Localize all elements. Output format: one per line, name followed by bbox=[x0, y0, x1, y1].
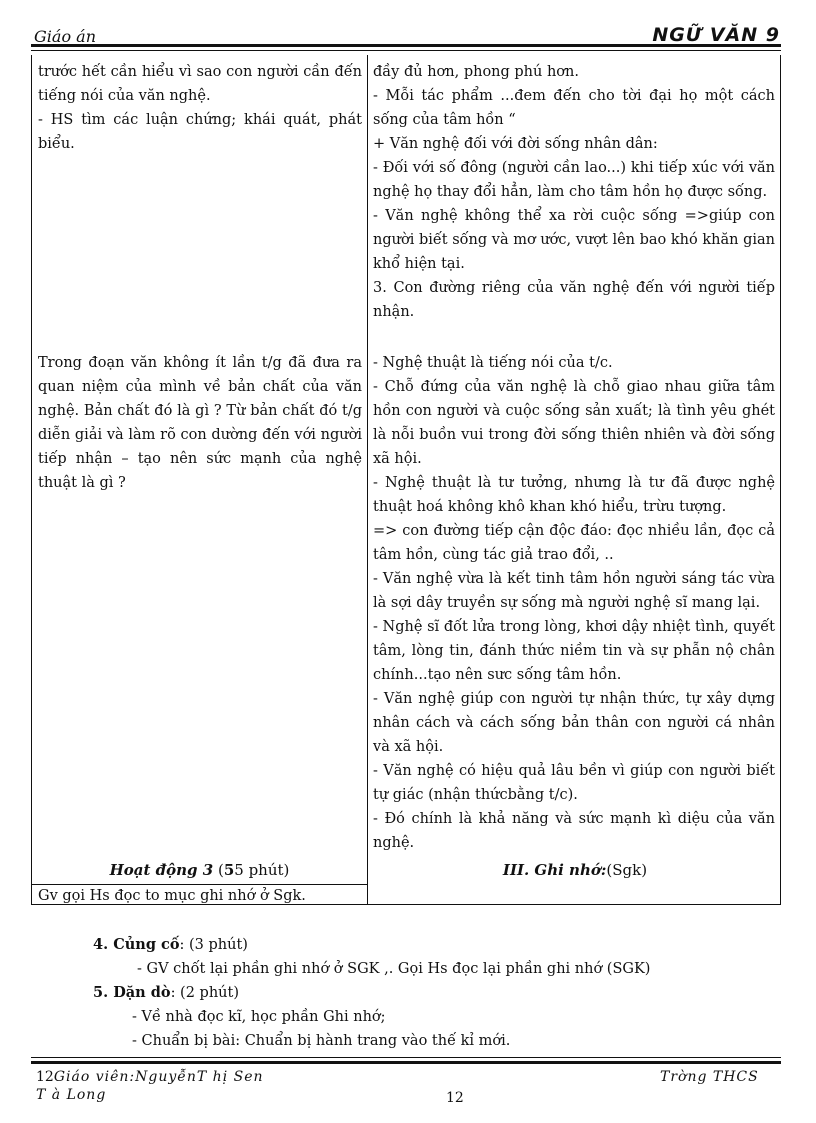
footer-rule-thick bbox=[31, 1061, 781, 1064]
footer-rule-thin bbox=[31, 1057, 781, 1058]
dan-do-heading bbox=[93, 982, 239, 1004]
header-left: Giáo án bbox=[34, 27, 96, 46]
left-question: Trong đoạn văn không ít lần t/g đã đưa ra quan niệm của mình về bản chất của văn nghệ. Bản chất đó là gì ? Từ bản chất đó t/g diễn giải và làm rõ con dường đến với người tiếp nhận – tạo nên sức mạnh của nghệ thuật là gì ? bbox=[38, 355, 362, 491]
right-para: + Văn nghệ đối với đời sống nhân dân: bbox=[373, 136, 658, 152]
right-para: 3. Con đường riêng của văn nghệ đến với người tiếp nhận. bbox=[373, 280, 775, 320]
dan-do-title: . Dặn dò bbox=[103, 984, 171, 1001]
left-para: trước hết cần hiểu vì sao con người cần đến tiếng nói của văn nghệ. bbox=[38, 64, 362, 104]
right-para: - Nghệ thuật là tư tưởng, nhưng là tư đã được nghệ thuật hoá không khô khan khó hiểu, trừu tượng. bbox=[373, 475, 775, 515]
ghi-nho-ref: (Sgk) bbox=[606, 861, 648, 879]
ghi-nho-heading bbox=[368, 858, 782, 882]
right-para: - Đối với số đông (người cần lao...) khi tiếp xúc với văn nghệ họ thay đổi hẳn, làm cho tâm hồn họ được sống. bbox=[373, 160, 775, 200]
header-rule-thick bbox=[31, 44, 781, 47]
right-para: - Văn nghệ giúp con người tự nhận thức, tự xây dựng nhân cách và cách sống bản thân con người cá nhân và xã hội. bbox=[373, 691, 775, 755]
header-rule-thin bbox=[31, 50, 781, 51]
dan-do-item: - Chuẩn bị bài: Chuẩn bị hành trang vào thế kỉ mới. bbox=[132, 1033, 511, 1049]
right-block-2 bbox=[373, 351, 775, 855]
column-divider bbox=[367, 55, 368, 904]
activity-time-rest: 5 phút) bbox=[234, 861, 290, 879]
page-number: 12 bbox=[446, 1090, 464, 1106]
dan-do-time: : (2 phút) bbox=[170, 985, 239, 1001]
footer-school-left: T à Long bbox=[36, 1087, 107, 1103]
footer-page-prefix: 12 bbox=[36, 1069, 54, 1085]
right-para: - Mỗi tác phẩm ...đem đến cho tời đại họ một cách sống của tâm hồn “ bbox=[373, 88, 775, 128]
activity-title: Hoạt động 3 bbox=[109, 861, 214, 879]
dan-do-item: - Về nhà đọc kĩ, học phần Ghi nhớ; bbox=[132, 1009, 386, 1025]
right-block-1 bbox=[373, 60, 775, 324]
activity-time-open: ( bbox=[213, 861, 224, 879]
right-para: - Chỗ đứng của văn nghệ là chỗ giao nhau giữa tâm hồn con người và cuộc sống sản xuất; là tình yêu ghét là nỗi buồn vui trong đời sống thiên nhiên và đời sống xã hội. bbox=[373, 379, 775, 467]
dan-do-number: 5 bbox=[93, 984, 104, 1001]
right-para: => con đường tiếp cận độc đáo: đọc nhiều lần, đọc cả tâm hồn, cùng tác giả trao đổi, .. bbox=[373, 523, 775, 563]
activity-time-digit: 5 bbox=[223, 861, 235, 879]
activity-3-heading bbox=[32, 858, 367, 882]
right-para: đầy đủ hơn, phong phú hơn. bbox=[373, 64, 579, 80]
right-para: - Đó chính là khả năng và sức mạnh kì diệu của văn nghệ. bbox=[373, 811, 775, 851]
cung-co-item: - GV chốt lại phần ghi nhớ ở SGK ,. Gọi Hs đọc lại phần ghi nhớ (SGK) bbox=[137, 961, 651, 977]
footer-teacher-line bbox=[36, 1069, 264, 1085]
footer-teacher: Giáo viên:NguyễnT hị Sen bbox=[53, 1069, 264, 1085]
cung-co-title: . Củng cố bbox=[103, 936, 180, 953]
activity-3-text: Gv gọi Hs đọc to mục ghi nhớ ở Sgk. bbox=[38, 888, 306, 904]
cung-co-time: : (3 phút) bbox=[179, 937, 248, 953]
header-right: NGỮ VĂN 9 bbox=[652, 24, 780, 46]
left-block-1 bbox=[38, 60, 362, 156]
left-block-2 bbox=[38, 351, 362, 495]
ghi-nho-title: III. Ghi nhớ: bbox=[502, 861, 607, 879]
cung-co-heading bbox=[93, 934, 248, 956]
lesson-table bbox=[31, 55, 781, 905]
right-para: - Văn nghệ vừa là kết tinh tâm hồn người sáng tác vừa là sợi dây truyền sự sống mà người nghệ sĩ mang lại. bbox=[373, 571, 775, 611]
right-para: - Nghệ sĩ đốt lửa trong lòng, khơi dậy nhiệt tình, quyết tâm, lòng tin, đánh thức niềm tin và sự phẫn nộ chân chính...tạo nên sưc sống tâm hồn. bbox=[373, 619, 775, 683]
right-para: - Văn nghệ có hiệu quả lâu bền vì giúp con người biết tự giác (nhận thứcbằng t/c). bbox=[373, 763, 775, 803]
right-para: - Văn nghệ không thể xa rời cuộc sống =>giúp con người biết sống và mơ ước, vượt lên bao khó khăn gian khổ hiện tại. bbox=[373, 208, 775, 272]
right-para: - Nghệ thuật là tiếng nói của t/c. bbox=[373, 355, 613, 371]
cung-co-number: 4 bbox=[93, 936, 104, 953]
footer-school-right: Trờng THCS bbox=[660, 1069, 759, 1085]
left-para: - HS tìm các luận chứng; khái quát, phát biểu. bbox=[38, 112, 362, 152]
